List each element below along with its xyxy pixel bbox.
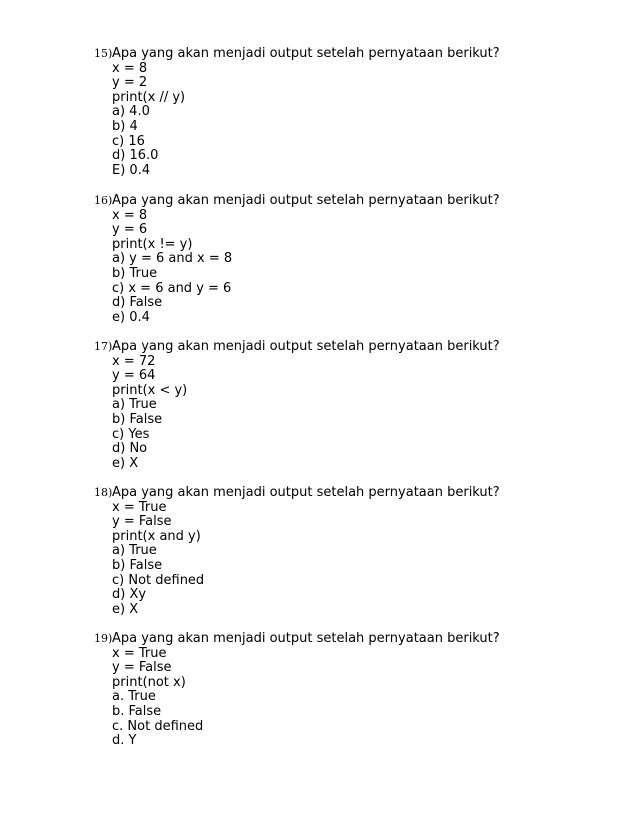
code-line: x = True xyxy=(112,499,167,515)
question-header xyxy=(94,632,614,647)
code-line: y = 64 xyxy=(112,368,156,384)
answer-option: d) False xyxy=(112,295,163,311)
code-line: x = True xyxy=(112,645,167,661)
answer-option: a) y = 6 and x = 8 xyxy=(112,251,233,267)
answer-option: b) True xyxy=(112,265,158,281)
code-line: print(x < y) xyxy=(112,382,188,398)
question-header xyxy=(94,194,614,209)
question-19 xyxy=(94,632,614,749)
question-body xyxy=(94,501,614,618)
answer-option: e) X xyxy=(112,601,139,617)
answer-option: e) 0.4 xyxy=(112,309,150,325)
answer-option: c) 16 xyxy=(112,133,145,149)
answer-option: b. False xyxy=(112,703,162,719)
code-line: x = 72 xyxy=(112,353,156,369)
question-number: 16) xyxy=(94,194,113,207)
question-body xyxy=(94,647,614,749)
question-prompt: Apa yang akan menjadi output setelah pernyataan berikut? xyxy=(112,193,500,208)
code-line: y = 2 xyxy=(112,75,148,91)
question-prompt: Apa yang akan menjadi output setelah pernyataan berikut? xyxy=(112,485,500,500)
question-body xyxy=(94,62,614,179)
code-line: y = False xyxy=(112,514,172,530)
question-number: 19) xyxy=(94,632,113,645)
code-line: print(x and y) xyxy=(112,528,201,544)
answer-option: d. Y xyxy=(112,733,137,749)
question-16 xyxy=(94,194,614,325)
code-line: print(x // y) xyxy=(112,89,186,105)
question-prompt: Apa yang akan menjadi output setelah pernyataan berikut? xyxy=(112,631,500,646)
answer-option: b) False xyxy=(112,411,163,427)
question-header xyxy=(94,47,614,62)
code-line: y = 6 xyxy=(112,222,148,238)
code-line: x = 8 xyxy=(112,60,148,76)
question-18 xyxy=(94,486,614,617)
question-number: 15) xyxy=(94,47,113,60)
code-line: print(not x) xyxy=(112,674,186,690)
answer-option: a) 4.0 xyxy=(112,104,150,120)
answer-option: e) X xyxy=(112,455,139,471)
answer-option: E) 0.4 xyxy=(112,162,151,178)
question-prompt: Apa yang akan menjadi output setelah pernyataan berikut? xyxy=(112,46,500,61)
code-line: y = False xyxy=(112,660,172,676)
question-header xyxy=(94,486,614,501)
answer-option: d) Xy xyxy=(112,587,147,603)
answer-option: c) Yes xyxy=(112,426,150,442)
answer-option: a. True xyxy=(112,689,156,705)
question-15 xyxy=(94,47,614,178)
answer-option: c) x = 6 and y = 6 xyxy=(112,280,232,296)
answer-option: d) 16.0 xyxy=(112,148,159,164)
question-17 xyxy=(94,340,614,471)
answer-option: a) True xyxy=(112,543,157,559)
question-prompt: Apa yang akan menjadi output setelah pernyataan berikut? xyxy=(112,339,500,354)
answer-option: c) Not defined xyxy=(112,572,205,588)
code-line: print(x != y) xyxy=(112,236,193,252)
answer-option: b) False xyxy=(112,557,163,573)
question-body xyxy=(94,355,614,472)
question-header xyxy=(94,340,614,355)
answer-option: d) No xyxy=(112,441,148,457)
answer-option: b) 4 xyxy=(112,118,138,134)
answer-option: c. Not defined xyxy=(112,718,204,734)
code-line: x = 8 xyxy=(112,207,148,223)
question-body xyxy=(94,209,614,326)
answer-option: a) True xyxy=(112,397,157,413)
question-number: 18) xyxy=(94,486,113,499)
question-number: 17) xyxy=(94,340,113,353)
